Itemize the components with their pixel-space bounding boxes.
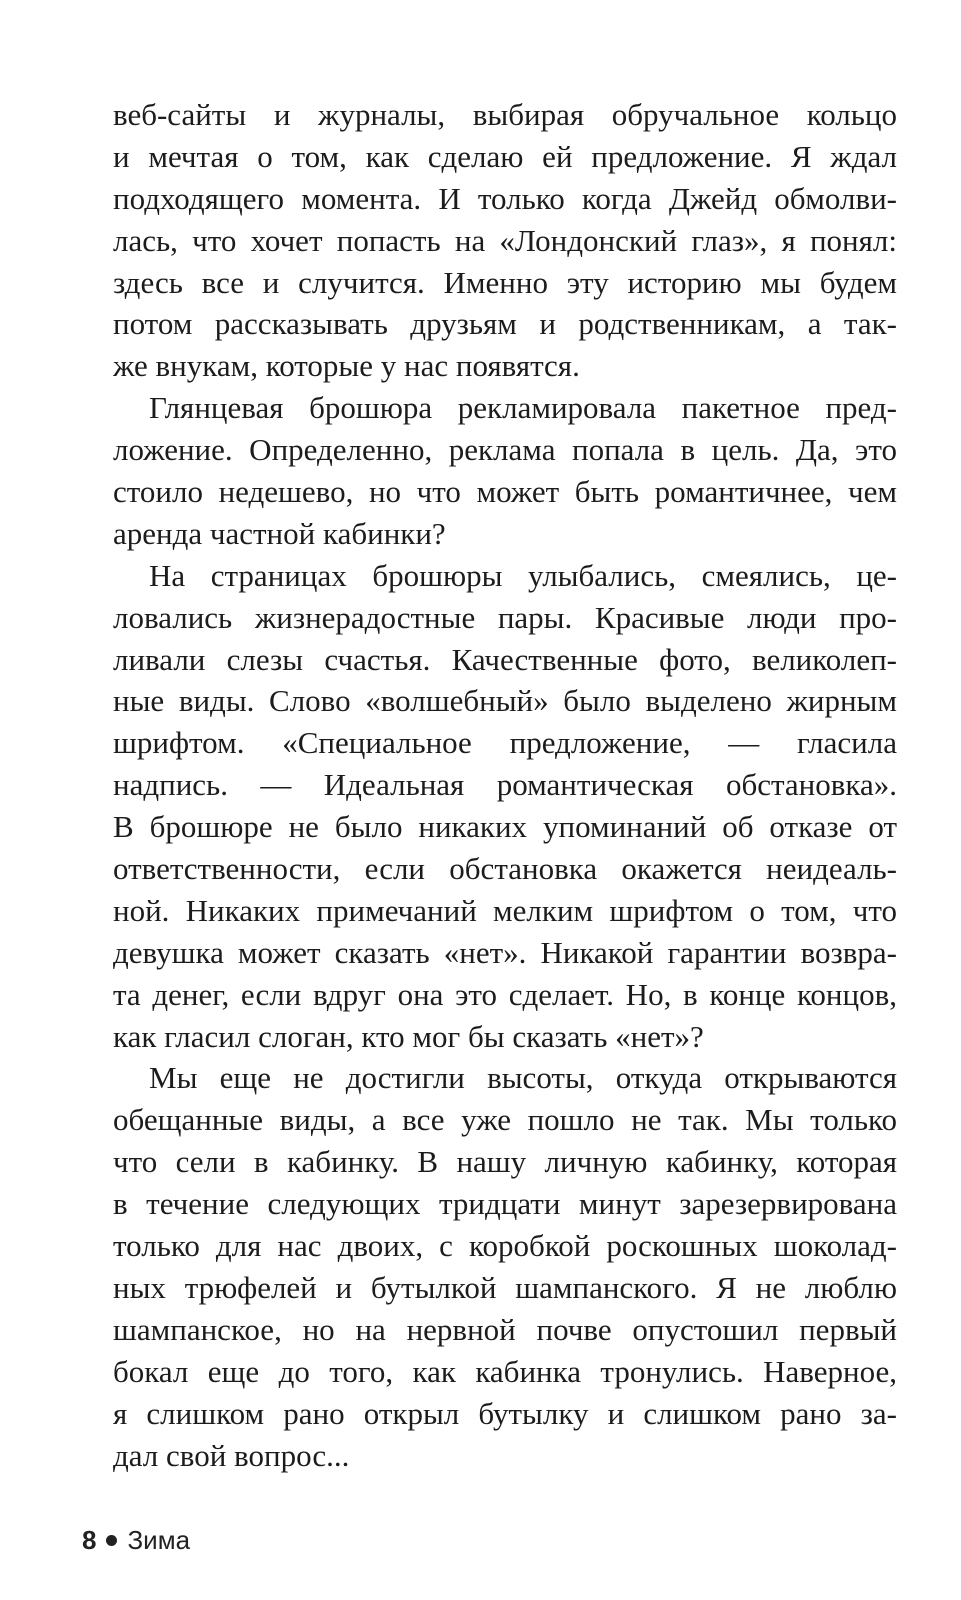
text-line: ной. Никаких примечаний мелким шрифтом о том, что (113, 892, 897, 928)
text-line: Глянцевая брошюра рекламировала пакетное пред- (149, 390, 897, 426)
text-line: бокал еще до того, как кабинка тронулись. Наверное, (113, 1353, 897, 1389)
text-line: ливали слезы счастья. Качественные фото, великолеп- (113, 641, 897, 677)
text-line: стоило недешево, но что может быть романтичнее, чем (113, 474, 897, 510)
text-line: ловались жизнерадостные пары. Красивые люди про- (113, 599, 897, 635)
text-line: же внукам, которые у нас появятся. (113, 348, 580, 384)
text-line: я слишком рано открыл бутылку и слишком рано за- (113, 1395, 897, 1431)
text-line: веб-сайты и журналы, выбирая обручальное кольцо (113, 97, 897, 132)
page-number: 8 (82, 1525, 97, 1555)
page-body-text (113, 94, 897, 1476)
text-line: в течение следующих тридцати минут зарезервирована (113, 1186, 897, 1222)
text-line: девушка может сказать «нет». Никакой гарантии возвра- (113, 934, 897, 970)
text-line: дал свой вопрос... (113, 1437, 350, 1473)
text-line: шампанское, но на нервной почве опустошил первый (113, 1311, 897, 1347)
text-line: та денег, если вдруг она это сделает. Но, в конце концов, (113, 976, 897, 1012)
text-line: потом рассказывать друзьям и родственникам, а так- (113, 306, 897, 342)
text-line: как гласил слоган, кто мог бы сказать «нет»? (113, 1018, 704, 1054)
text-line: аренда частной кабинки? (113, 515, 446, 551)
text-line: ных трюфелей и бутылкой шампанского. Я не люблю (113, 1269, 897, 1305)
text-line: здесь все и случится. Именно эту историю мы будем (113, 264, 897, 300)
text-line: подходящего момента. И только когда Джейд обмолви- (113, 180, 897, 216)
text-line: надпись. — Идеальная романтическая обстановка». (113, 767, 897, 803)
text-line: обещанные виды, а все уже пошло не так. Мы только (113, 1102, 897, 1138)
text-line: ложение. Определенно, реклама попала в цель. Да, это (113, 432, 897, 468)
section-title: Зима (127, 1525, 191, 1555)
text-line: На страницах брошюры улыбались, смеялись, це- (149, 557, 897, 593)
bullet-separator-icon (106, 1535, 117, 1546)
text-line: лась, что хочет попасть на «Лондонский глаз», я понял: (113, 222, 897, 258)
text-line: В брошюре не было никаких упоминаний об отказе от (113, 809, 897, 845)
text-line: только для нас двоих, с коробкой роскошных шоколад- (113, 1228, 897, 1264)
text-line: Мы еще не достигли высоты, откуда открываются (149, 1060, 897, 1096)
text-line: и мечтая о том, как сделаю ей предложение. Я ждал (113, 138, 897, 174)
page-footer (82, 1524, 190, 1556)
text-line: ответственности, если обстановка окажется неидеаль- (113, 851, 897, 887)
text-line: что сели в кабинку. В нашу личную кабинку, которая (113, 1144, 897, 1180)
text-line: ные виды. Слово «волшебный» было выделено жирным (113, 683, 897, 719)
text-line: шрифтом. «Специальное предложение, — гласила (113, 725, 897, 761)
